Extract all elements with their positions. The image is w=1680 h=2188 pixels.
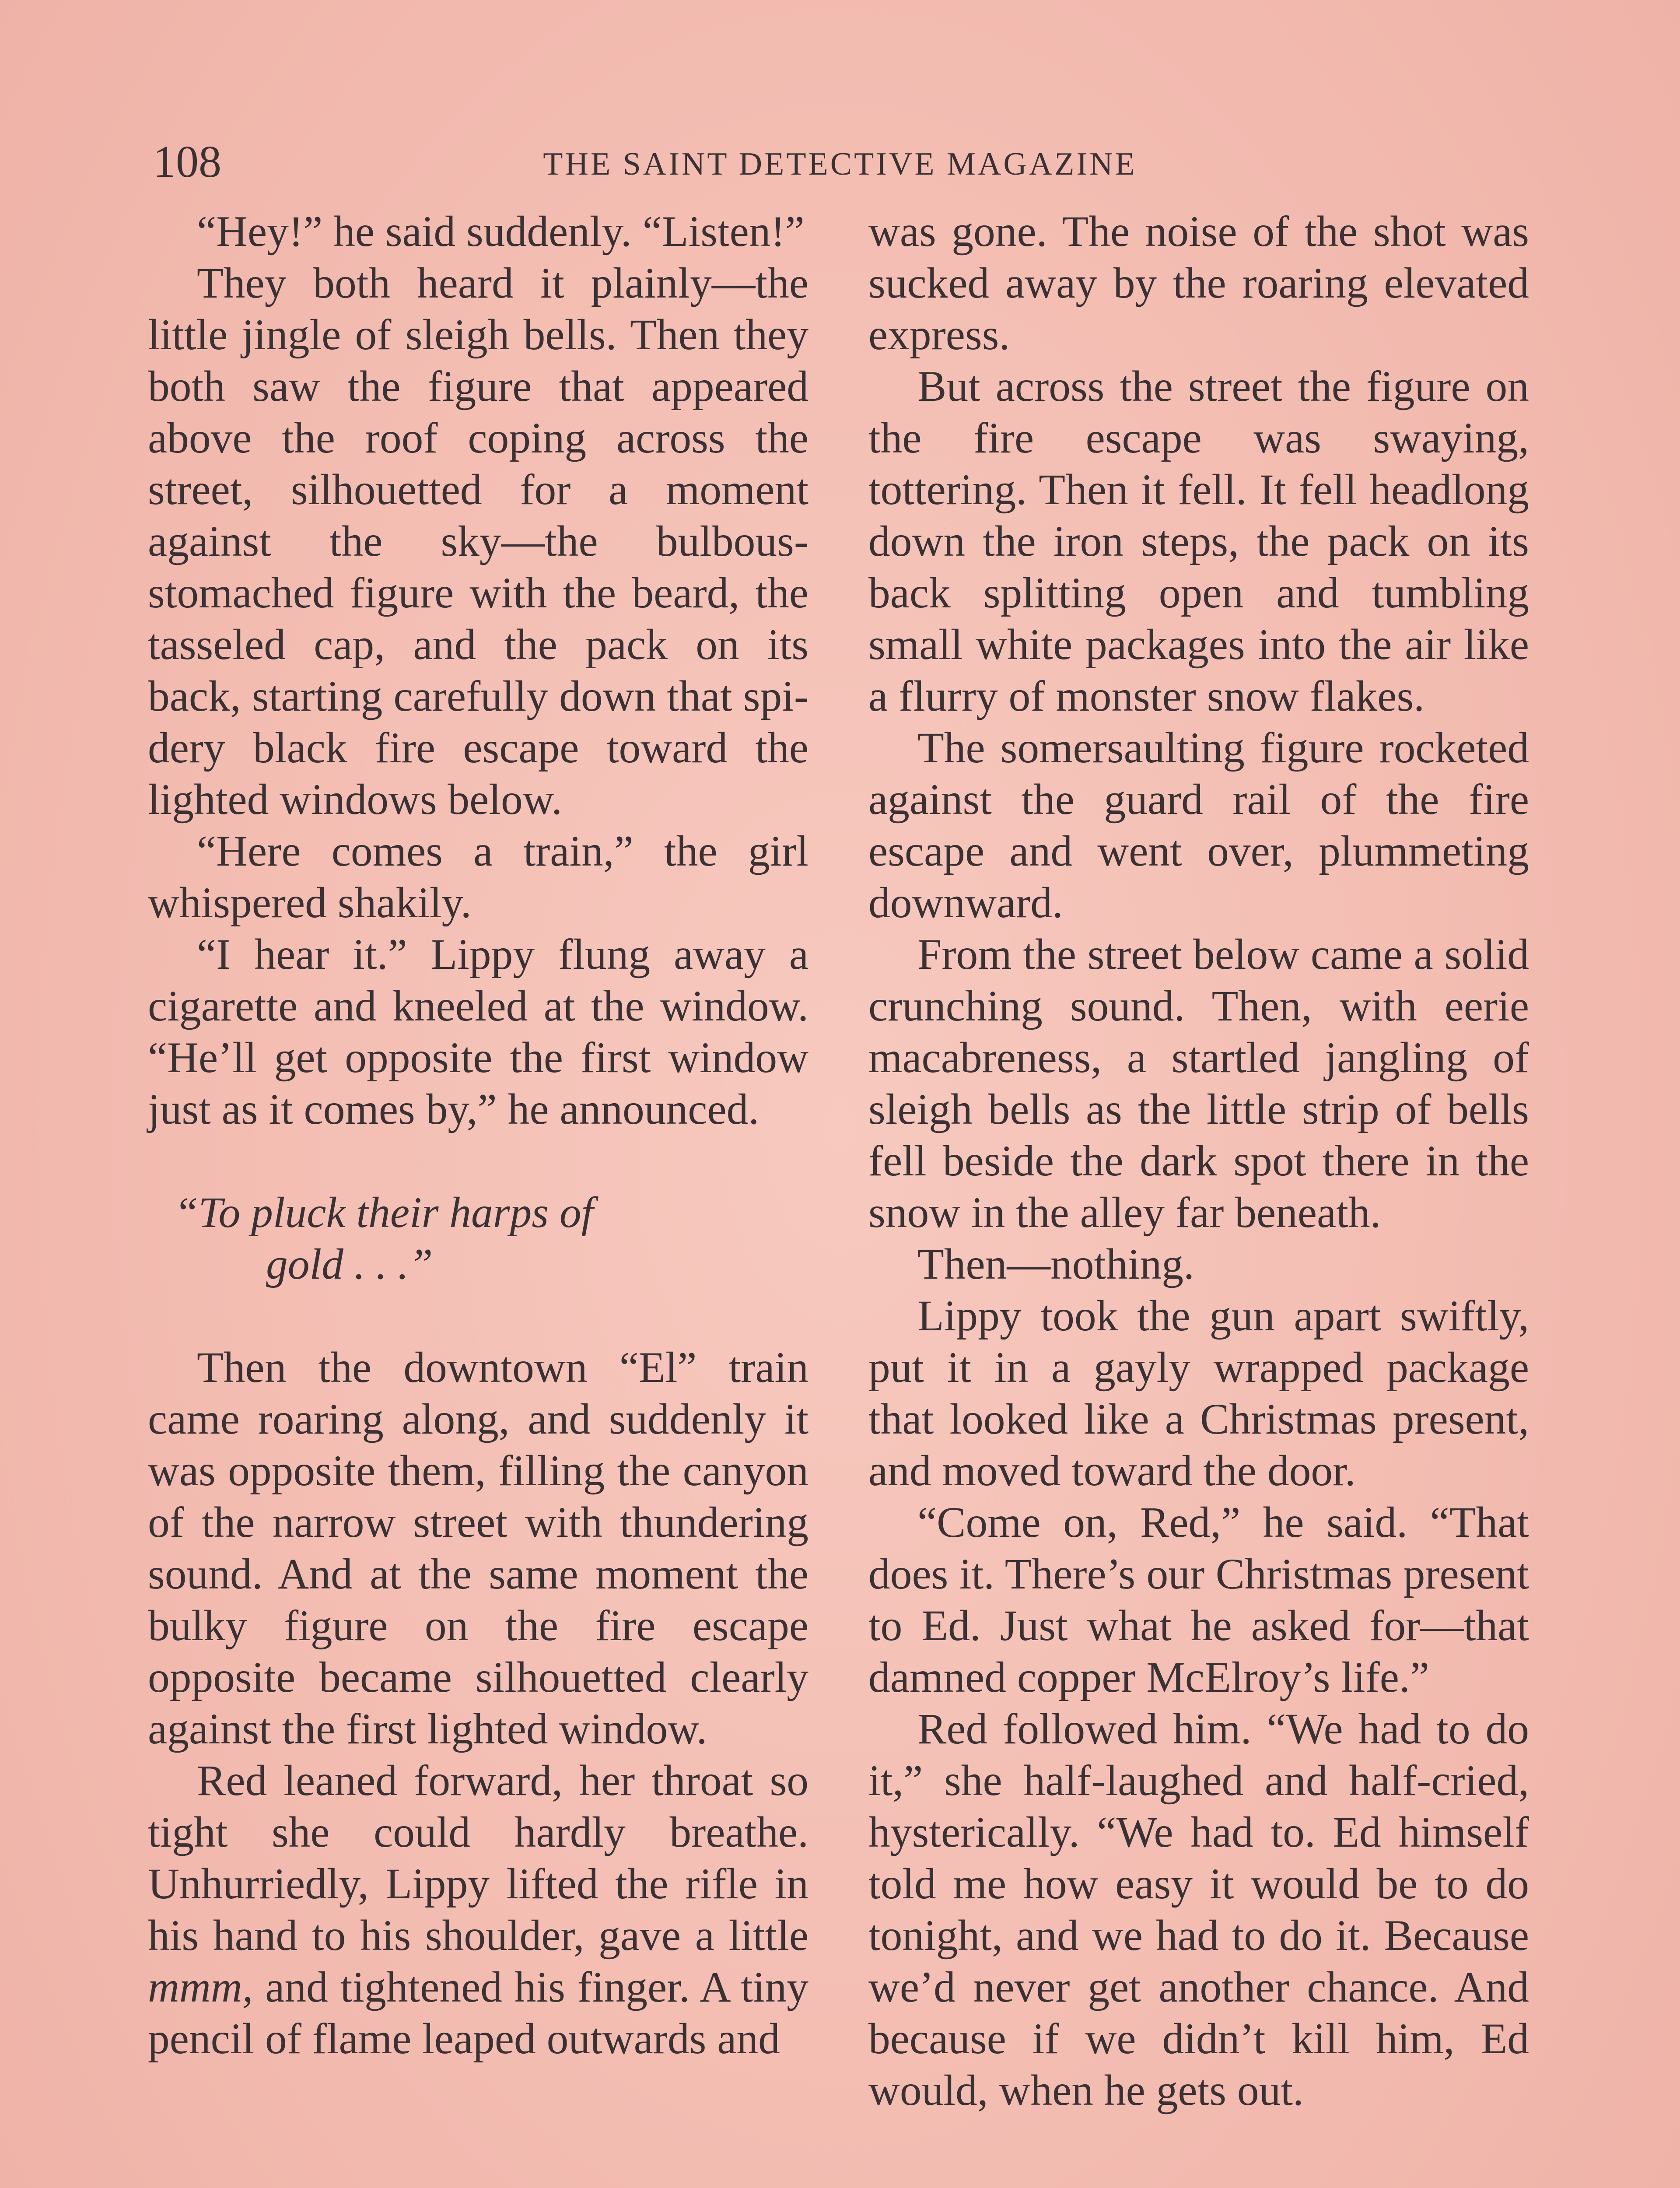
paragraph-text: and tightened his finger. A tiny pencil of flame leaped outwards and — [148, 1963, 808, 2063]
verse-line: “To pluck their harps of — [174, 1188, 594, 1237]
paragraph: The somersaulting figure rocketed against the guard rail of the fire escape and went over, plummeting downward. — [868, 723, 1529, 927]
paragraph — [148, 1755, 808, 2065]
paragraph: Lippy took the gun apart swiftly, put it in a gayly wrapped package that looked like a Christmas present, and moved toward the door. — [868, 1291, 1529, 1495]
paragraph: Then—nothing. — [917, 1240, 1194, 1288]
right-column — [868, 206, 1529, 2116]
paragraph: But across the street the figure on the fire escape was swaying, tottering. Then it fell. It fell headlong down the iron steps, the pack on its back splitting open and tumbling small white packages into the air like a flurry of monster snow flakes. — [868, 362, 1529, 720]
paragraph: Then the downtown “El” train came roaring along, and suddenly it was opposite them, filling the canyon of the narrow street with thundering sound. And at the same moment the bulky figure on the fire escape opposite became silhouetted clearly against the first lighted window. — [148, 1343, 808, 1753]
paragraph: “Come on, Red,” he said. “That does it. There’s our Christmas present to Ed. Just what he asked for—that damned copper McElroy’s life.” — [868, 1498, 1529, 1701]
paragraph: They both heard it plainly—the little jingle of sleigh bells. Then they both saw the figure that appeared above the roof coping across the street, silhouetted for a moment against the sky—the bulbous-stomached figure with the beard, the tasseled cap, and the pack on its back, starting carefully down that spidery black fire escape toward the lighted windows below. — [148, 259, 808, 824]
italic-word: mmm, — [148, 1963, 253, 2011]
running-header — [153, 138, 1527, 190]
magazine-title: THE SAINT DETECTIVE MAGAZINE — [543, 146, 1137, 182]
paragraph: “Here comes a train,” the girl whispered shakily. — [148, 827, 808, 927]
paragraph-text: Red leaned forward, her throat so tight she could hardly breathe. Unhurriedly, Lippy lifted the rifle in his hand to his shoulder, gave a little — [148, 1756, 808, 1960]
left-column — [148, 206, 808, 2065]
paragraph: “I hear it.” Lippy flung away a cigarette and kneeled at the window. “He’ll get opposite the first window just as it comes by,” he announced. — [148, 930, 808, 1133]
verse-quote — [148, 1187, 808, 1290]
paragraph: Red followed him. “We had to do it,” she half-laughed and half-cried, hysterically. “We had to. Ed himself told me how easy it would be to do tonight, and we had to do it. Because we’d never get another chance. And because if we didn’t kill him, Ed would, when he gets out. — [868, 1704, 1529, 2114]
paragraph: “Hey!” he said suddenly. “Listen!” — [197, 207, 805, 256]
paragraph: From the street below came a solid crunching sound. Then, with eerie macabreness, a startled jangling of sleigh bells as the little strip of bells fell beside the dark spot there in the snow in the alley far beneath. — [868, 930, 1529, 1237]
paragraph: was gone. The noise of the shot was sucked away by the roaring elevated express. — [868, 207, 1529, 359]
verse-line: gold . . .” — [266, 1240, 433, 1288]
page-number: 108 — [153, 137, 221, 187]
